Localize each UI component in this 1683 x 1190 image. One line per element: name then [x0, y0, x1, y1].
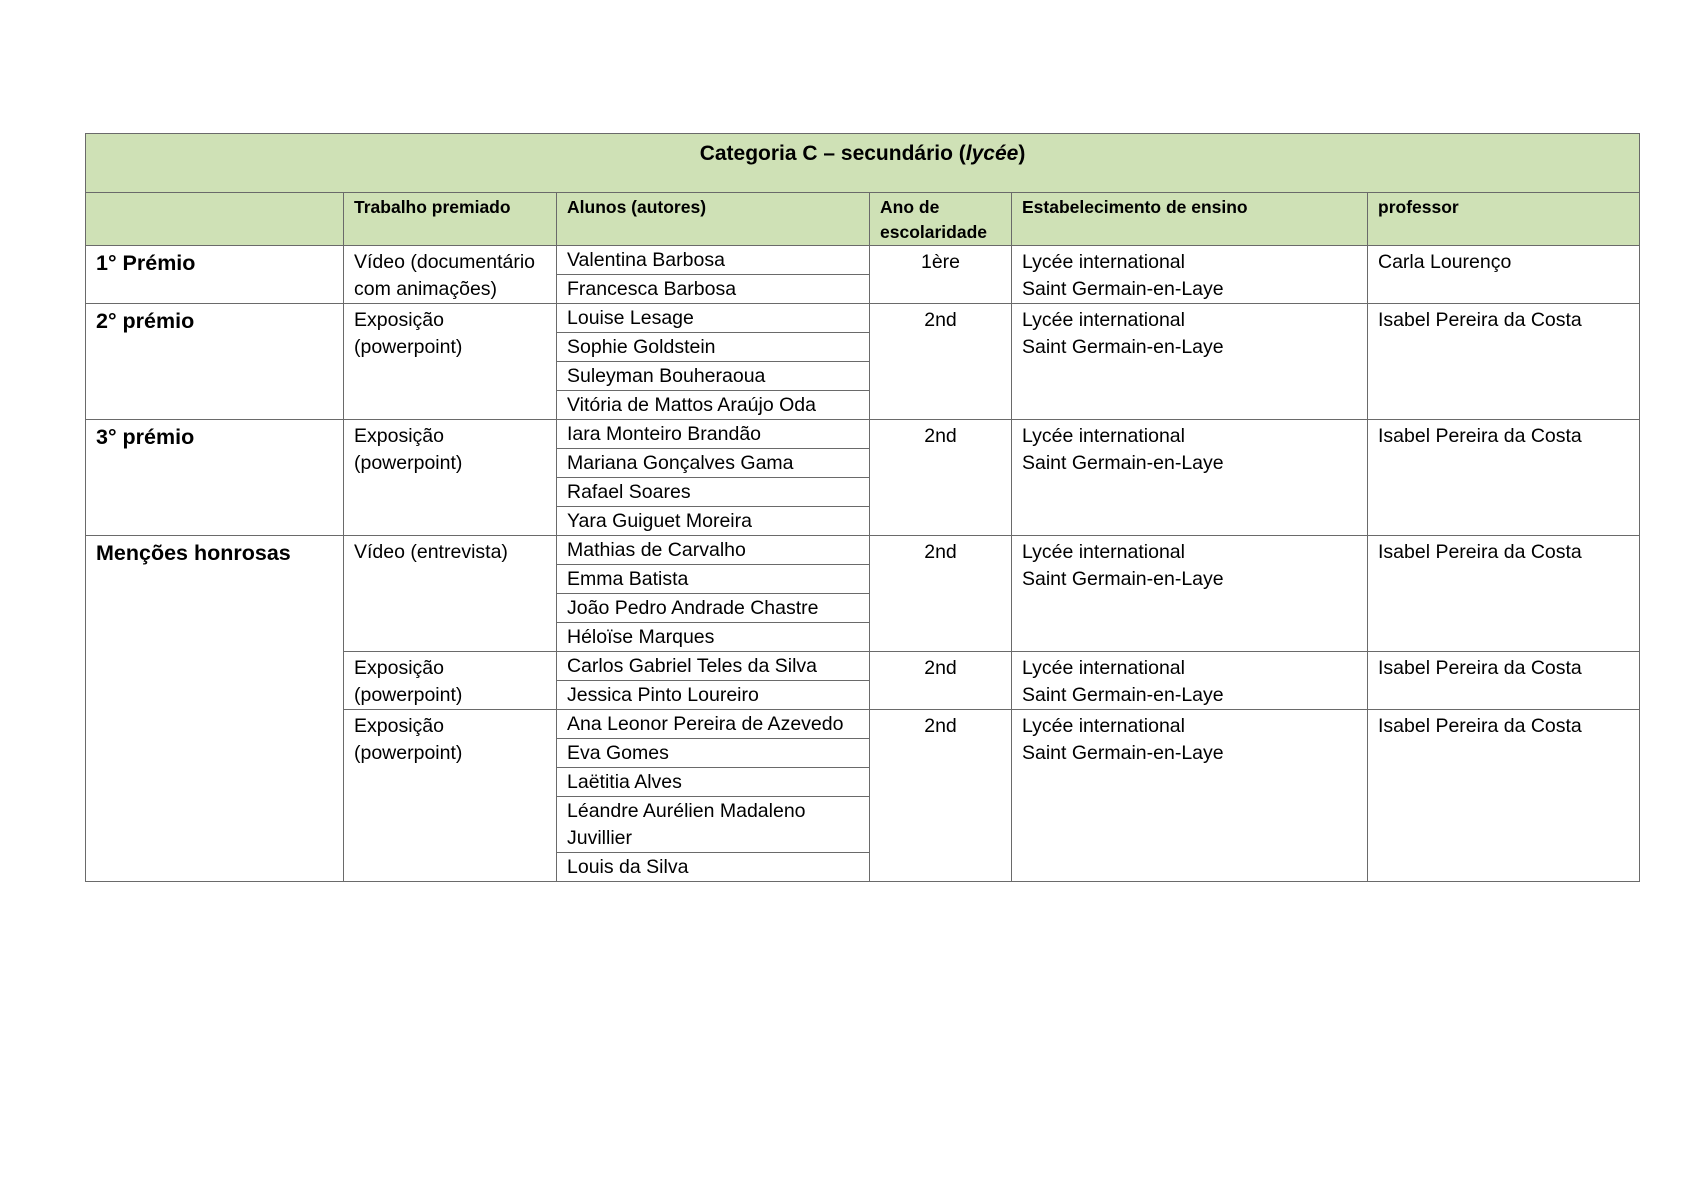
student-list: [557, 536, 869, 651]
school-location: Saint Germain-en-Laye: [1022, 742, 1224, 764]
student-name: Valentina Barbosa: [557, 246, 869, 275]
table-row: [86, 304, 1640, 420]
student-name: Louise Lesage: [557, 304, 869, 333]
student-name: João Pedro Andrade Chastre: [557, 594, 869, 623]
category-title-italic: lycée: [965, 142, 1019, 165]
work-type: Exposição (powerpoint): [344, 652, 557, 710]
student-name: Francesca Barbosa: [567, 278, 737, 300]
teacher-name: Isabel Pereira da Costa: [1368, 710, 1640, 882]
students-cell: [557, 710, 870, 882]
work-type: Exposição (powerpoint): [344, 304, 557, 420]
student-name: Vitória de Mattos Araújo Oda: [567, 394, 816, 416]
awards-table: [85, 133, 1640, 882]
school-cell: [1012, 304, 1368, 420]
student-name: Sophie Goldstein: [557, 333, 869, 362]
school-year: 2nd: [870, 652, 1012, 710]
school-name: Lycée international: [1022, 715, 1185, 737]
student-list: [557, 652, 869, 709]
work-type: Vídeo (documentário com animações): [344, 246, 557, 304]
school-year: 2nd: [870, 420, 1012, 536]
prize-label: Menções honrosas: [86, 536, 344, 882]
student-list: [557, 710, 869, 881]
school-year: 2nd: [870, 710, 1012, 882]
students-cell: [557, 652, 870, 710]
header-teacher: professor: [1368, 193, 1640, 246]
header-blank: [86, 193, 344, 246]
prize-label: 1° Prémio: [86, 246, 344, 304]
header-work: Trabalho premiado: [344, 193, 557, 246]
school-location: Saint Germain-en-Laye: [1022, 568, 1224, 590]
student-name: Laëtitia Alves: [557, 768, 869, 797]
school-name: Lycée international: [1022, 657, 1185, 679]
category-title-text: Categoria C – secundário (: [699, 142, 966, 165]
school-year: 2nd: [870, 304, 1012, 420]
school-name: Lycée international: [1022, 309, 1185, 331]
teacher-name: Carla Lourenço: [1368, 246, 1640, 304]
school-location: Saint Germain-en-Laye: [1022, 684, 1224, 706]
student-name: Rafael Soares: [557, 478, 869, 507]
prize-label: 2° prémio: [86, 304, 344, 420]
student-name: Ana Leonor Pereira de Azevedo: [557, 710, 869, 739]
students-cell: [557, 304, 870, 420]
school-cell: [1012, 710, 1368, 882]
header-year: Ano de escolaridade: [870, 193, 1012, 246]
table-row: [86, 246, 1640, 304]
header-school: Estabelecimento de ensino: [1012, 193, 1368, 246]
teacher-name: Isabel Pereira da Costa: [1368, 652, 1640, 710]
school-name: Lycée international: [1022, 251, 1185, 273]
student-name: Emma Batista: [557, 565, 869, 594]
work-type: Vídeo (entrevista): [344, 536, 557, 652]
school-name: Lycée international: [1022, 425, 1185, 447]
school-cell: [1012, 652, 1368, 710]
category-title: [86, 134, 1640, 193]
student-name: Yara Guiguet Moreira: [567, 510, 752, 532]
category-title-close: ): [1018, 142, 1026, 165]
student-name: Léandre Aurélien Madaleno Juvillier: [557, 797, 869, 853]
student-name: Louis da Silva: [567, 856, 689, 878]
teacher-name: Isabel Pereira da Costa: [1368, 420, 1640, 536]
school-year: 2nd: [870, 536, 1012, 652]
school-location: Saint Germain-en-Laye: [1022, 278, 1224, 300]
student-list: [557, 246, 869, 303]
student-name: Mariana Gonçalves Gama: [557, 449, 869, 478]
student-list: [557, 420, 869, 535]
school-cell: [1012, 536, 1368, 652]
teacher-name: Isabel Pereira da Costa: [1368, 536, 1640, 652]
student-name: Eva Gomes: [557, 739, 869, 768]
school-name: Lycée international: [1022, 541, 1185, 563]
school-location: Saint Germain-en-Laye: [1022, 336, 1224, 358]
teacher-name: Isabel Pereira da Costa: [1368, 304, 1640, 420]
table-row: [86, 420, 1640, 536]
school-year: 1ère: [870, 246, 1012, 304]
student-name: Héloïse Marques: [567, 626, 715, 648]
student-name: Carlos Gabriel Teles da Silva: [557, 652, 869, 681]
prize-label: 3° prémio: [86, 420, 344, 536]
student-name: Suleyman Bouheraoua: [557, 362, 869, 391]
student-name: Iara Monteiro Brandão: [557, 420, 869, 449]
category-title-row: [86, 134, 1640, 193]
work-type: Exposição (powerpoint): [344, 420, 557, 536]
column-header-row: [86, 193, 1640, 246]
school-location: Saint Germain-en-Laye: [1022, 452, 1224, 474]
table-row: [86, 536, 1640, 652]
school-cell: [1012, 420, 1368, 536]
students-cell: [557, 420, 870, 536]
header-students: Alunos (autores): [557, 193, 870, 246]
work-type: Exposição (powerpoint): [344, 710, 557, 882]
student-name: Mathias de Carvalho: [557, 536, 869, 565]
students-cell: [557, 246, 870, 304]
student-list: [557, 304, 869, 419]
school-cell: [1012, 246, 1368, 304]
student-name: Jessica Pinto Loureiro: [567, 684, 759, 706]
students-cell: [557, 536, 870, 652]
